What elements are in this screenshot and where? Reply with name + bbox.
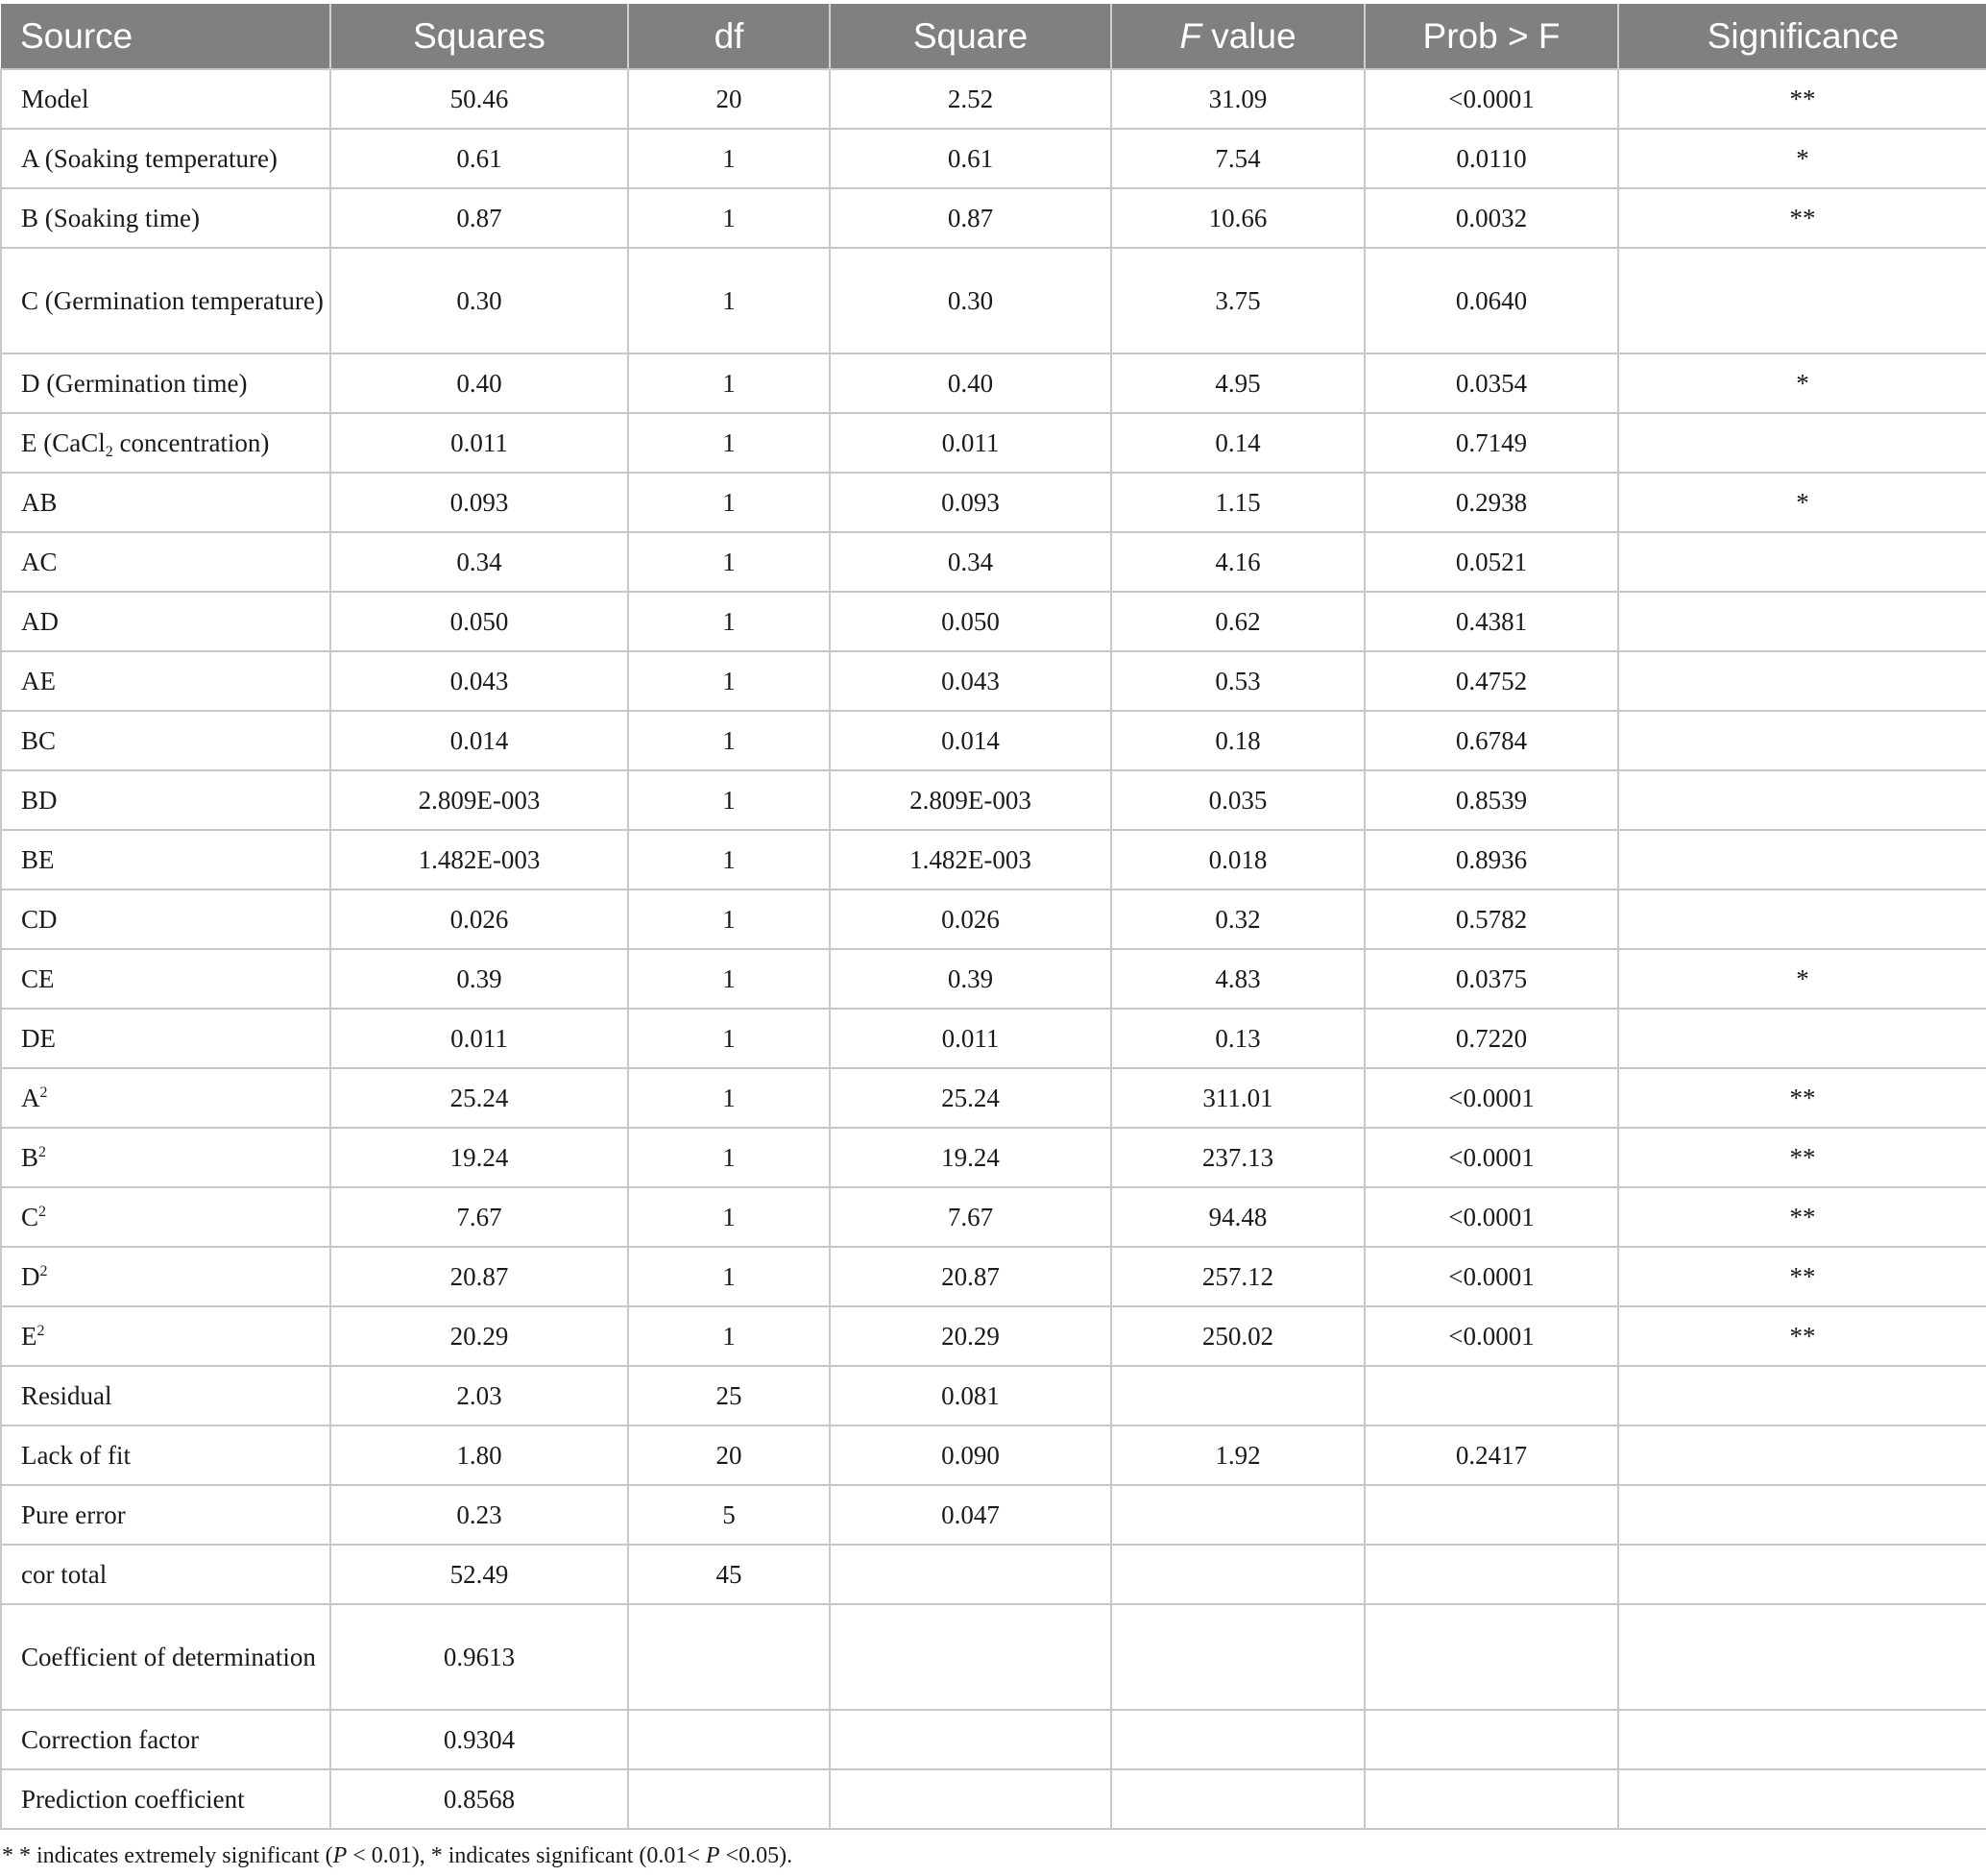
prob-f-cell: 0.7149 (1365, 413, 1618, 473)
source-label: BD (21, 786, 58, 815)
df-cell (628, 1710, 830, 1769)
source-label: B (Soaking time) (21, 204, 200, 232)
df-cell: 1 (628, 592, 830, 651)
squares-cell: 0.61 (330, 129, 628, 188)
footnote-text-3: <0.05). (719, 1843, 793, 1868)
square-cell: 0.39 (830, 949, 1111, 1009)
significance-cell (1618, 1366, 1986, 1425)
source-cell (1, 188, 330, 248)
significance-cell (1618, 1604, 1986, 1710)
table-row (1, 651, 1986, 711)
square-cell: 20.29 (830, 1306, 1111, 1366)
f-value-cell: 0.13 (1111, 1009, 1365, 1068)
f-value-cell: 0.18 (1111, 711, 1365, 770)
squares-cell: 1.482E-003 (330, 830, 628, 889)
prob-f-cell: <0.0001 (1365, 1247, 1618, 1306)
f-value-cell: 94.48 (1111, 1187, 1365, 1247)
source-subscript: 2 (105, 444, 113, 460)
f-value-cell (1111, 1485, 1365, 1545)
prob-f-cell (1365, 1769, 1618, 1829)
df-cell: 20 (628, 1425, 830, 1485)
f-value-cell: 1.15 (1111, 473, 1365, 532)
square-cell: 0.050 (830, 592, 1111, 651)
column-header-text: Prob > F (1422, 15, 1561, 56)
source-cell (1, 1710, 330, 1769)
prob-f-cell: 0.0110 (1365, 129, 1618, 188)
column-header-prob-f (1365, 4, 1618, 69)
square-cell: 0.014 (830, 711, 1111, 770)
f-value-cell (1111, 1604, 1365, 1710)
squares-cell: 0.011 (330, 413, 628, 473)
square-cell: 7.67 (830, 1187, 1111, 1247)
source-cell (1, 532, 330, 592)
f-value-cell: 237.13 (1111, 1128, 1365, 1187)
table-row (1, 592, 1986, 651)
source-superscript: 2 (39, 1084, 48, 1101)
source-label: E (CaCl (21, 428, 106, 457)
source-label: BC (21, 726, 57, 755)
squares-cell: 20.29 (330, 1306, 628, 1366)
source-label: A (Soaking temperature) (21, 144, 278, 173)
square-cell: 0.090 (830, 1425, 1111, 1485)
table-row (1, 1485, 1986, 1545)
squares-cell: 0.87 (330, 188, 628, 248)
significance-cell (1618, 711, 1986, 770)
df-cell: 1 (628, 1247, 830, 1306)
squares-cell: 0.050 (330, 592, 628, 651)
column-header-f-value (1111, 4, 1365, 69)
squares-cell: 0.9304 (330, 1710, 628, 1769)
column-header-text-tail: value (1200, 15, 1296, 56)
column-header-source (1, 4, 330, 69)
prob-f-cell: 0.2417 (1365, 1425, 1618, 1485)
significance-cell (1618, 1545, 1986, 1604)
source-label: AC (21, 548, 58, 576)
df-cell: 1 (628, 473, 830, 532)
prob-f-cell: <0.0001 (1365, 1128, 1618, 1187)
prob-f-cell (1365, 1485, 1618, 1545)
column-header-text: df (714, 15, 744, 56)
square-cell (830, 1769, 1111, 1829)
significance-cell (1618, 592, 1986, 651)
table-row (1, 949, 1986, 1009)
source-cell (1, 1128, 330, 1187)
table-row (1, 248, 1986, 353)
df-cell: 1 (628, 1306, 830, 1366)
source-cell (1, 353, 330, 413)
footnote-p-symbol-1: P (332, 1843, 348, 1868)
f-value-cell: 250.02 (1111, 1306, 1365, 1366)
source-cell (1, 129, 330, 188)
header-row (1, 4, 1986, 69)
source-label: A (21, 1084, 40, 1112)
prob-f-cell (1365, 1545, 1618, 1604)
table-row (1, 532, 1986, 592)
squares-cell: 0.011 (330, 1009, 628, 1068)
squares-cell: 25.24 (330, 1068, 628, 1128)
df-cell: 45 (628, 1545, 830, 1604)
prob-f-cell: 0.0521 (1365, 532, 1618, 592)
source-label: Correction factor (21, 1725, 200, 1754)
table-row (1, 830, 1986, 889)
f-value-cell: 4.16 (1111, 532, 1365, 592)
source-cell (1, 949, 330, 1009)
prob-f-cell: 0.0354 (1365, 353, 1618, 413)
significance-cell: ** (1618, 188, 1986, 248)
df-cell: 1 (628, 413, 830, 473)
square-cell (830, 1710, 1111, 1769)
significance-cell (1618, 1769, 1986, 1829)
anova-table (0, 4, 1986, 1830)
table-row (1, 353, 1986, 413)
prob-f-cell: 0.2938 (1365, 473, 1618, 532)
footnote-text-1: * * indicates extremely significant ( (2, 1843, 333, 1868)
df-cell (628, 1604, 830, 1710)
source-label: E (21, 1322, 37, 1351)
prob-f-cell: <0.0001 (1365, 1187, 1618, 1247)
table-row (1, 770, 1986, 830)
f-value-cell: 0.018 (1111, 830, 1365, 889)
squares-cell: 7.67 (330, 1187, 628, 1247)
table-row (1, 1068, 1986, 1128)
column-header-text: Squares (413, 15, 545, 56)
f-value-cell: 7.54 (1111, 129, 1365, 188)
source-cell (1, 711, 330, 770)
table-row (1, 1128, 1986, 1187)
source-cell (1, 592, 330, 651)
significance-cell: ** (1618, 1068, 1986, 1128)
significance-cell: * (1618, 353, 1986, 413)
f-value-cell: 0.32 (1111, 889, 1365, 949)
significance-cell (1618, 651, 1986, 711)
f-value-cell: 0.62 (1111, 592, 1365, 651)
source-cell (1, 651, 330, 711)
source-label: Prediction coefficient (21, 1785, 245, 1814)
table-row (1, 1187, 1986, 1247)
square-cell: 0.30 (830, 248, 1111, 353)
source-label: CE (21, 964, 55, 993)
table-row (1, 889, 1986, 949)
table-row (1, 473, 1986, 532)
significance-cell (1618, 532, 1986, 592)
source-cell (1, 1485, 330, 1545)
significance-cell: ** (1618, 1128, 1986, 1187)
table-row (1, 711, 1986, 770)
source-cell (1, 69, 330, 129)
source-cell (1, 1604, 330, 1710)
column-header-squares (330, 4, 628, 69)
prob-f-cell (1365, 1710, 1618, 1769)
column-header-text: Significance (1707, 15, 1900, 56)
squares-cell: 0.30 (330, 248, 628, 353)
significance-cell: * (1618, 949, 1986, 1009)
table-row (1, 1247, 1986, 1306)
square-cell: 2.52 (830, 69, 1111, 129)
squares-cell: 20.87 (330, 1247, 628, 1306)
significance-cell: ** (1618, 1187, 1986, 1247)
column-header-text: Square (912, 15, 1029, 56)
footnote-p-symbol-2: P (705, 1843, 720, 1868)
table-row (1, 1425, 1986, 1485)
source-cell (1, 830, 330, 889)
f-value-cell (1111, 1769, 1365, 1829)
source-cell (1, 770, 330, 830)
df-cell: 1 (628, 770, 830, 830)
column-header-text: Source (20, 15, 133, 56)
squares-cell: 1.80 (330, 1425, 628, 1485)
square-cell: 0.34 (830, 532, 1111, 592)
square-cell: 0.61 (830, 129, 1111, 188)
prob-f-cell: 0.4381 (1365, 592, 1618, 651)
source-cell (1, 473, 330, 532)
source-label: C (Germination temperature) (21, 286, 324, 315)
square-cell: 0.026 (830, 889, 1111, 949)
square-cell: 0.043 (830, 651, 1111, 711)
source-label: BE (21, 845, 55, 874)
squares-cell: 0.23 (330, 1485, 628, 1545)
table-header (1, 4, 1986, 69)
f-value-cell: 311.01 (1111, 1068, 1365, 1128)
f-value-cell: 0.035 (1111, 770, 1365, 830)
squares-cell: 0.043 (330, 651, 628, 711)
df-cell (628, 1769, 830, 1829)
source-label: Lack of fit (21, 1441, 131, 1470)
source-label: B (21, 1143, 39, 1172)
df-cell: 5 (628, 1485, 830, 1545)
significance-cell (1618, 770, 1986, 830)
prob-f-cell: 0.8539 (1365, 770, 1618, 830)
squares-cell: 0.093 (330, 473, 628, 532)
df-cell: 1 (628, 129, 830, 188)
significance-cell (1618, 413, 1986, 473)
table-row (1, 69, 1986, 129)
prob-f-cell: 0.6784 (1365, 711, 1618, 770)
prob-f-cell: 0.5782 (1365, 889, 1618, 949)
source-label: AD (21, 607, 59, 636)
source-label: D (21, 1262, 40, 1291)
significance-cell: * (1618, 129, 1986, 188)
squares-cell: 0.9613 (330, 1604, 628, 1710)
table-row (1, 1769, 1986, 1829)
source-cell (1, 248, 330, 353)
f-value-cell: 4.95 (1111, 353, 1365, 413)
f-value-cell: 0.53 (1111, 651, 1365, 711)
significance-cell: ** (1618, 1306, 1986, 1366)
source-superscript: 2 (38, 1204, 47, 1220)
column-header-italic: F (1179, 15, 1201, 56)
square-cell: 0.093 (830, 473, 1111, 532)
prob-f-cell (1365, 1604, 1618, 1710)
significance-cell (1618, 248, 1986, 353)
df-cell: 1 (628, 1068, 830, 1128)
squares-cell: 0.40 (330, 353, 628, 413)
footnote-text-2: < 0.01), * indicates significant (0.01< (347, 1843, 706, 1868)
table-row (1, 1604, 1986, 1710)
df-cell: 1 (628, 830, 830, 889)
significance-cell: * (1618, 473, 1986, 532)
source-label: CD (21, 905, 58, 934)
square-cell: 0.011 (830, 413, 1111, 473)
df-cell: 1 (628, 1128, 830, 1187)
df-cell: 1 (628, 711, 830, 770)
squares-cell: 0.39 (330, 949, 628, 1009)
prob-f-cell: 0.7220 (1365, 1009, 1618, 1068)
source-label: Pure error (21, 1500, 126, 1529)
square-cell: 0.87 (830, 188, 1111, 248)
column-header-significance (1618, 4, 1986, 69)
square-cell: 19.24 (830, 1128, 1111, 1187)
source-label-tail: concentration) (112, 428, 270, 457)
document-body (0, 4, 1986, 1869)
source-cell (1, 1545, 330, 1604)
source-superscript: 2 (38, 1144, 47, 1160)
squares-cell: 50.46 (330, 69, 628, 129)
significance-cell (1618, 1485, 1986, 1545)
squares-cell: 19.24 (330, 1128, 628, 1187)
squares-cell: 2.809E-003 (330, 770, 628, 830)
prob-f-cell: 0.0375 (1365, 949, 1618, 1009)
squares-cell: 52.49 (330, 1545, 628, 1604)
source-cell (1, 1247, 330, 1306)
table-row (1, 1710, 1986, 1769)
prob-f-cell: 0.0640 (1365, 248, 1618, 353)
f-value-cell: 31.09 (1111, 69, 1365, 129)
source-superscript: 2 (39, 1263, 48, 1279)
table-row (1, 129, 1986, 188)
source-label: Model (21, 85, 89, 113)
prob-f-cell: 0.8936 (1365, 830, 1618, 889)
f-value-cell: 257.12 (1111, 1247, 1365, 1306)
source-cell (1, 1187, 330, 1247)
squares-cell: 0.34 (330, 532, 628, 592)
f-value-cell (1111, 1710, 1365, 1769)
df-cell: 1 (628, 1009, 830, 1068)
prob-f-cell: <0.0001 (1365, 69, 1618, 129)
prob-f-cell: <0.0001 (1365, 1306, 1618, 1366)
table-row (1, 188, 1986, 248)
significance-cell (1618, 1009, 1986, 1068)
table-row (1, 1009, 1986, 1068)
squares-cell: 0.014 (330, 711, 628, 770)
df-cell: 1 (628, 248, 830, 353)
square-cell: 0.081 (830, 1366, 1111, 1425)
square-cell (830, 1604, 1111, 1710)
f-value-cell (1111, 1545, 1365, 1604)
column-header-df (628, 4, 830, 69)
source-superscript: 2 (36, 1323, 45, 1339)
source-cell (1, 413, 330, 473)
table-row (1, 413, 1986, 473)
source-cell (1, 1366, 330, 1425)
f-value-cell: 1.92 (1111, 1425, 1365, 1485)
table-row (1, 1366, 1986, 1425)
table-body (1, 69, 1986, 1829)
column-header-square (830, 4, 1111, 69)
df-cell: 1 (628, 889, 830, 949)
significance-cell (1618, 1710, 1986, 1769)
source-cell (1, 889, 330, 949)
square-cell: 20.87 (830, 1247, 1111, 1306)
significance-cell (1618, 830, 1986, 889)
prob-f-cell: 0.4752 (1365, 651, 1618, 711)
table-footnote (0, 1843, 1986, 1869)
significance-cell (1618, 1425, 1986, 1485)
squares-cell: 0.8568 (330, 1769, 628, 1829)
f-value-cell: 0.14 (1111, 413, 1365, 473)
f-value-cell: 4.83 (1111, 949, 1365, 1009)
squares-cell: 0.026 (330, 889, 628, 949)
significance-cell: ** (1618, 1247, 1986, 1306)
df-cell: 1 (628, 949, 830, 1009)
source-label: C (21, 1203, 39, 1231)
source-cell (1, 1306, 330, 1366)
square-cell: 0.40 (830, 353, 1111, 413)
square-cell: 2.809E-003 (830, 770, 1111, 830)
f-value-cell: 10.66 (1111, 188, 1365, 248)
df-cell: 25 (628, 1366, 830, 1425)
source-label: cor total (21, 1560, 108, 1589)
source-cell (1, 1009, 330, 1068)
source-label: AB (21, 488, 58, 517)
source-label: AE (21, 667, 56, 695)
square-cell: 0.047 (830, 1485, 1111, 1545)
table-row (1, 1306, 1986, 1366)
prob-f-cell: 0.0032 (1365, 188, 1618, 248)
square-cell: 25.24 (830, 1068, 1111, 1128)
df-cell: 1 (628, 188, 830, 248)
df-cell: 1 (628, 353, 830, 413)
df-cell: 20 (628, 69, 830, 129)
source-cell (1, 1769, 330, 1829)
source-label: D (Germination time) (21, 369, 248, 398)
source-cell (1, 1068, 330, 1128)
f-value-cell (1111, 1366, 1365, 1425)
prob-f-cell (1365, 1366, 1618, 1425)
source-label: Coefficient of determination (21, 1643, 316, 1671)
square-cell: 0.011 (830, 1009, 1111, 1068)
f-value-cell: 3.75 (1111, 248, 1365, 353)
significance-cell (1618, 889, 1986, 949)
square-cell: 1.482E-003 (830, 830, 1111, 889)
squares-cell: 2.03 (330, 1366, 628, 1425)
prob-f-cell: <0.0001 (1365, 1068, 1618, 1128)
df-cell: 1 (628, 1187, 830, 1247)
source-cell (1, 1425, 330, 1485)
square-cell (830, 1545, 1111, 1604)
source-label: DE (21, 1024, 56, 1053)
df-cell: 1 (628, 532, 830, 592)
table-row (1, 1545, 1986, 1604)
significance-cell: ** (1618, 69, 1986, 129)
df-cell: 1 (628, 651, 830, 711)
source-label: Residual (21, 1381, 112, 1410)
